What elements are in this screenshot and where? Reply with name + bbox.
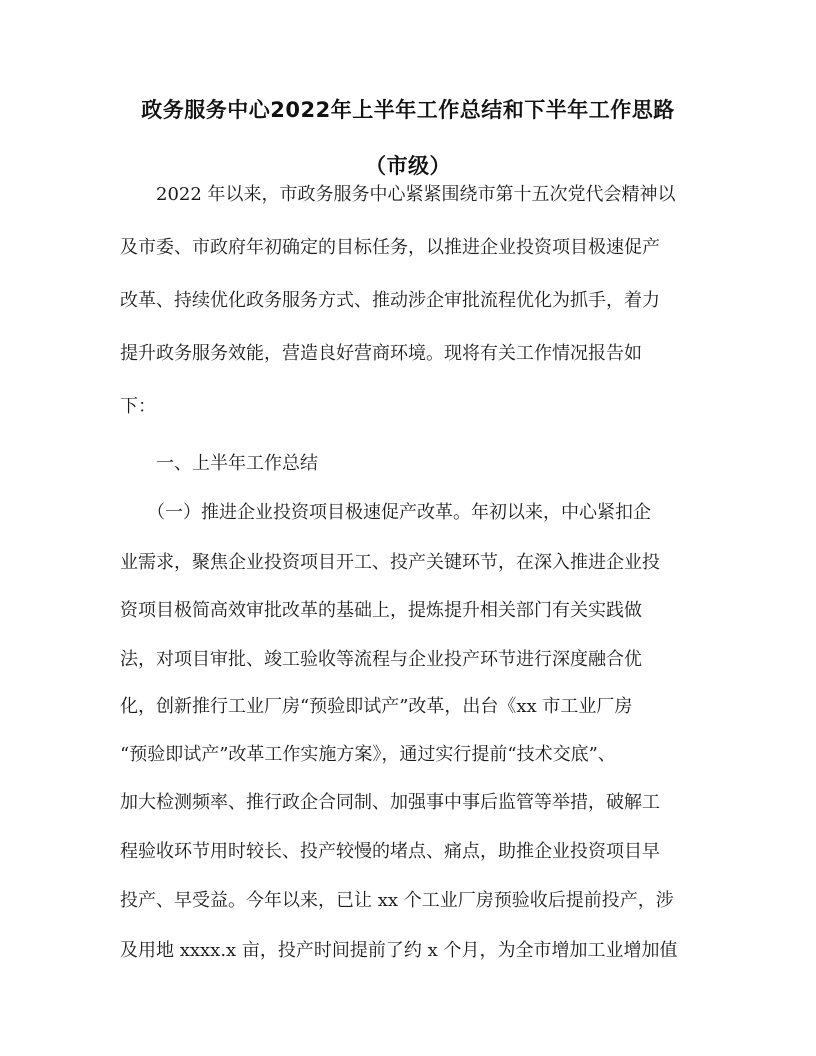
paragraph-line: 化，创新推行工业厂房“预验即试产”改革，出台《xx 市工业厂房 <box>120 696 633 717</box>
paragraph-line: 2022 年以来，市政务服务中心紧紧围绕市第十五次党代会精神以 <box>120 184 676 205</box>
paragraph-line: 程验收环节用时较长、投产较慢的堵点、痛点，助推企业投资项目早 <box>120 841 660 862</box>
paragraph-line: 业需求，聚焦企业投资项目开工、投产关键环节，在深入推进企业投 <box>120 552 660 573</box>
paragraph-line: 投产、早受益。今年以来，已让 xx 个工业厂房预验收后提前投产，涉 <box>120 890 674 911</box>
paragraph-line: 提升政务服务效能，营造良好营商环境。现将有关工作情况报告如 <box>120 343 642 364</box>
document-title: 政务服务中心2022年上半年工作总结和下半年工作思路 <box>141 98 675 122</box>
paragraph-line: “预验即试产”改革工作实施方案》，通过实行提前“技术交底”、 <box>120 744 616 765</box>
paragraph-line: 法，对项目审批、竣工验收等流程与企业投产环节进行深度融合优 <box>120 649 642 670</box>
paragraph-line: 及用地 xxxx.x 亩，投产时间提前了约 x 个月，为全市增加工业增加值 <box>120 940 678 961</box>
paragraph-line: 及市委、市政府年初确定的目标任务，以推进企业投资项目极速促产 <box>120 237 660 258</box>
paragraph-line: 下： <box>120 396 156 417</box>
paragraph-line: （一）推进企业投资项目极速促产改革。年初以来，中心紧扣企 <box>120 502 651 523</box>
paragraph-line: 资项目极简高效审批改革的基础上，提炼提升相关部门有关实践做 <box>120 600 642 621</box>
paragraph-line: 加大检测频率、推行政企合同制、加强事中事后监管等举措，破解工 <box>120 792 660 813</box>
section-heading: 一、上半年工作总结 <box>120 453 318 474</box>
document-subtitle: （市级） <box>365 154 451 178</box>
paragraph-line: 改革、持续优化政务服务方式、推动涉企审批流程优化为抓手，着力 <box>120 290 660 311</box>
